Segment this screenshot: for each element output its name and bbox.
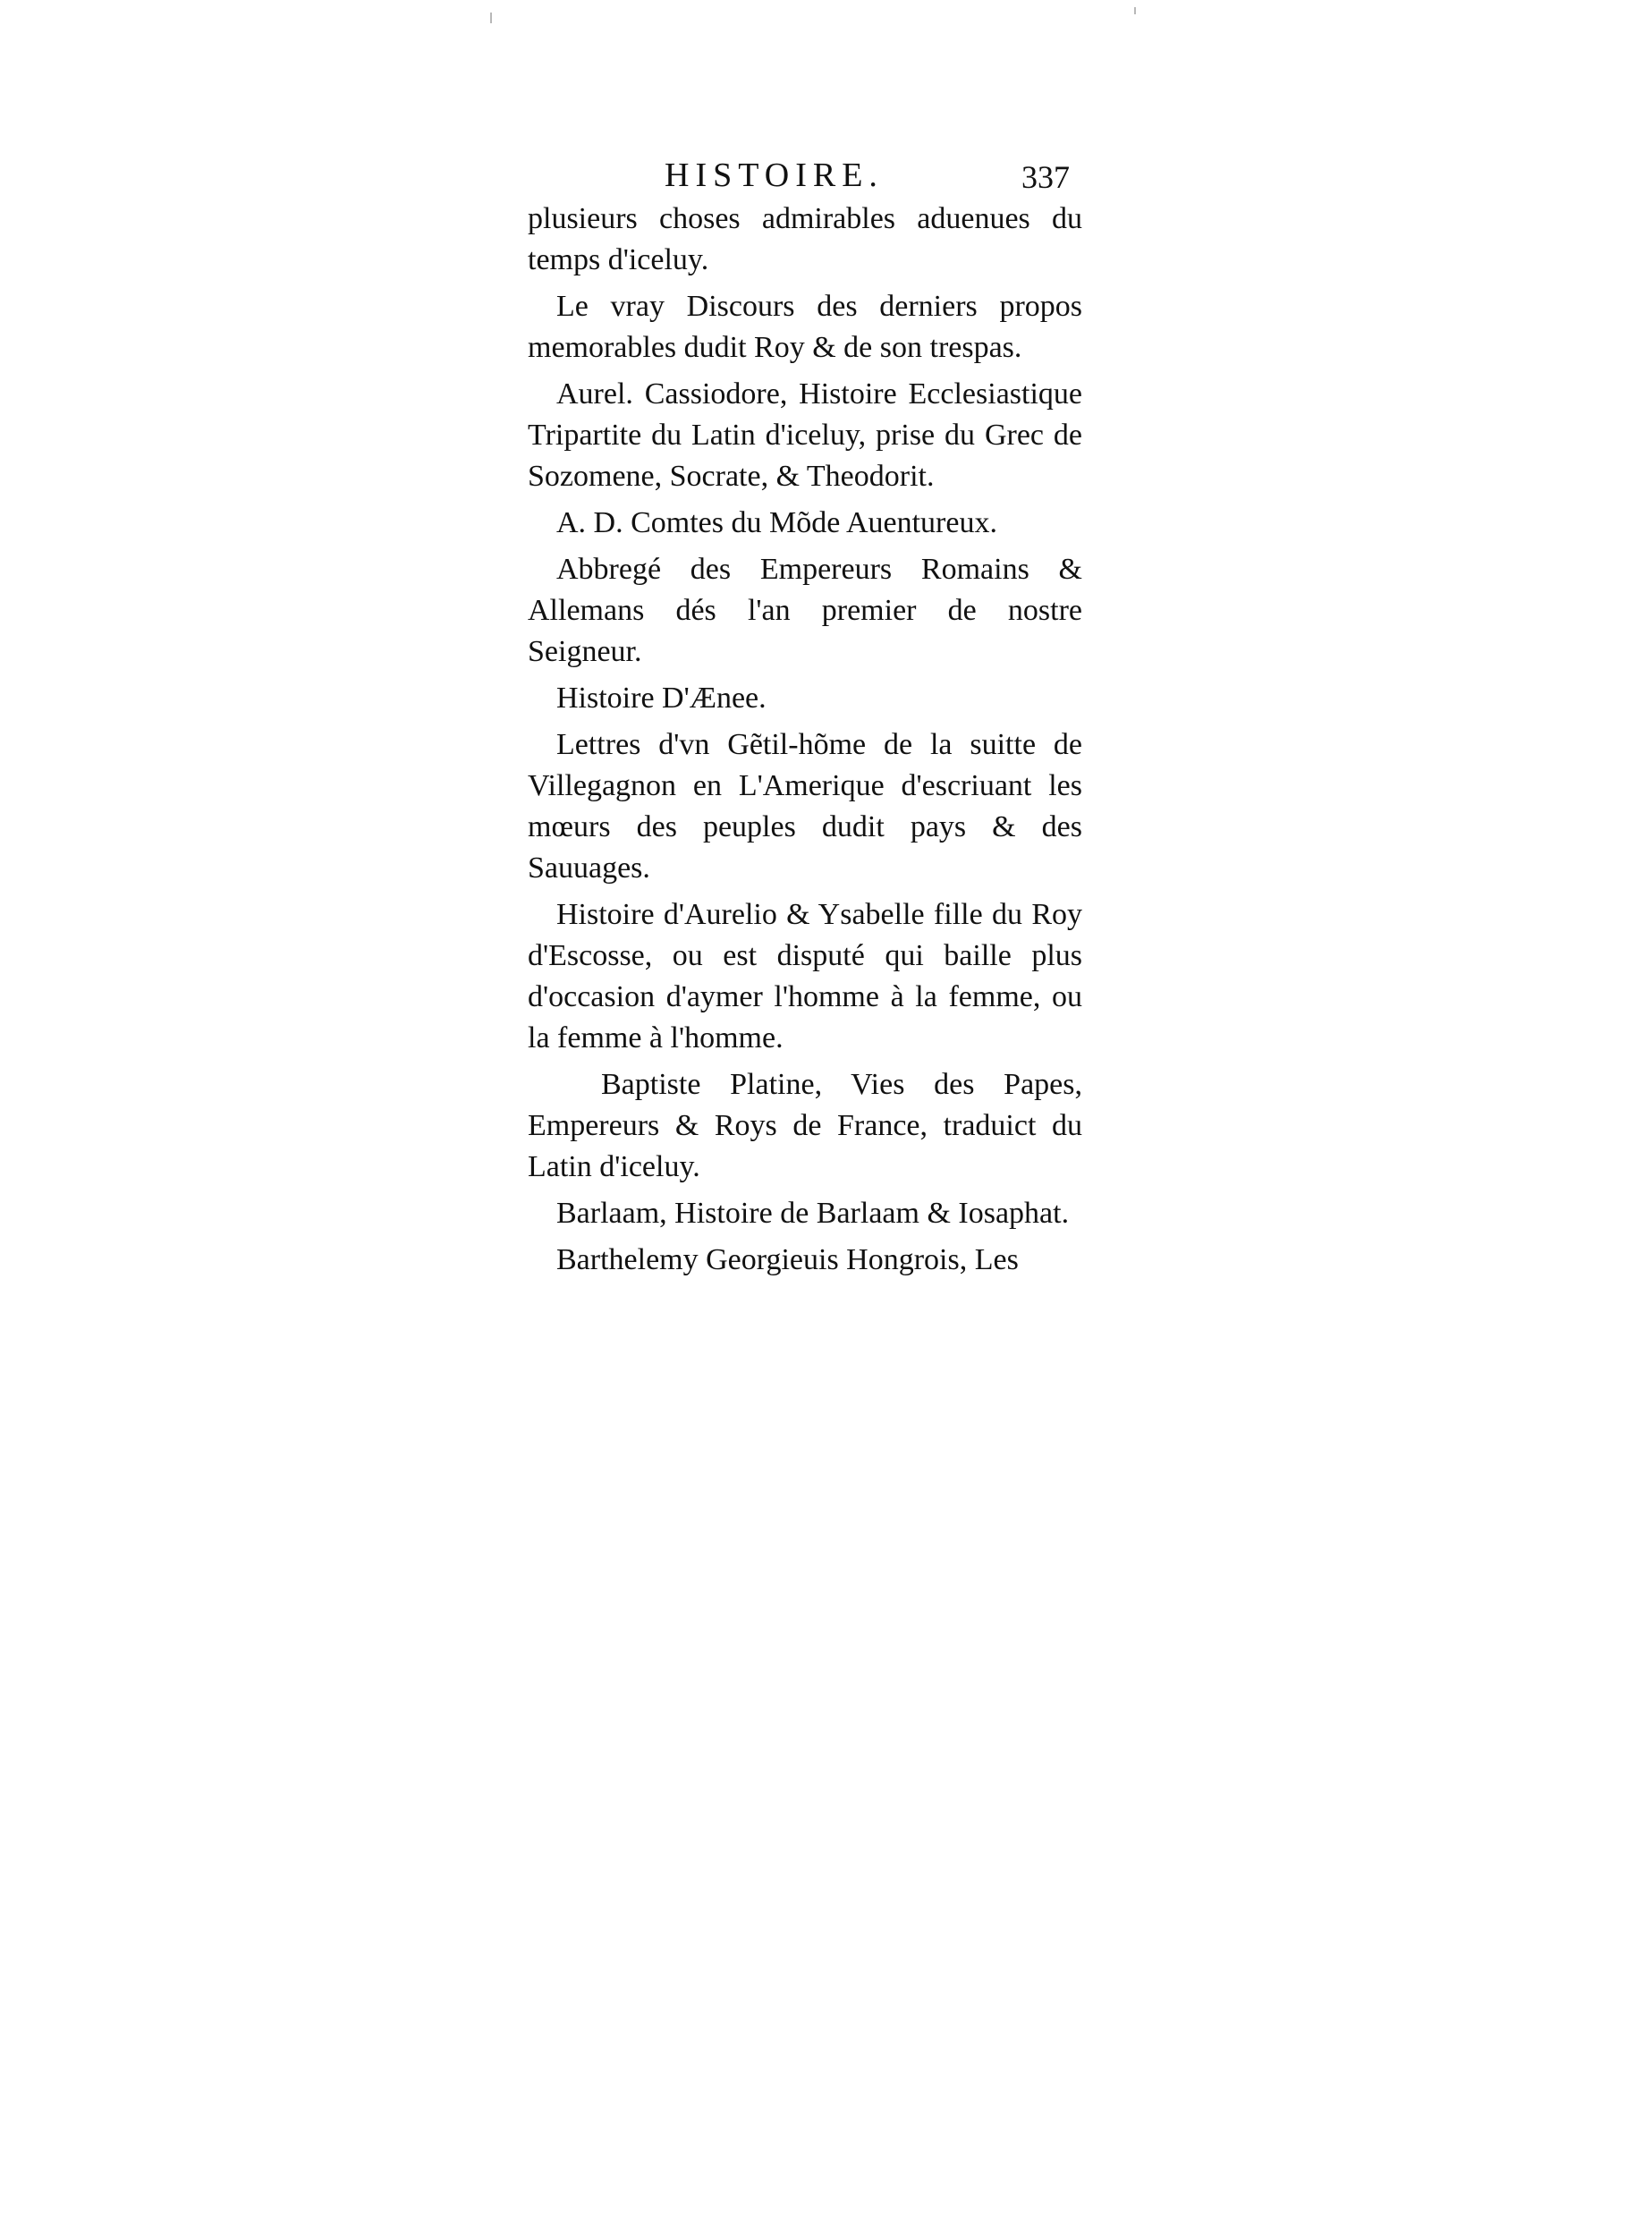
scan-mark-top	[490, 13, 492, 23]
text-column	[528, 152, 1082, 1281]
running-head-title: HISTOIRE.	[665, 157, 884, 194]
entry-continuation: plusieurs choses admirables aduenues du temps d'iceluy.	[528, 202, 1082, 276]
entry-barlaam: Barlaam, Histoire de Barlaam & Iosaphat.	[556, 1197, 1070, 1230]
entry-abbrege-empereurs: Abbregé des Empereurs Romains & Allemans dés l'an premier de nostre Seigneur.	[528, 553, 1082, 668]
entry-lettres-villegagnon: Lettres d'vn Gẽtil-hõme de la suitte de Villegagnon en L'Amerique d'escriuant les mœurs des peuples dudit pays & des Sauuages.	[528, 728, 1082, 885]
entry-cassiodore: Aurel. Cassiodore, Histoire Ecclesiastique Tripartite du Latin d'iceluy, prise du Grec de Sozomene, Socrate, & Theodorit.	[528, 377, 1082, 493]
scan-mark-right	[1134, 7, 1136, 14]
entry-comtes-monde: A. D. Comtes du Mõde Auentureux.	[556, 506, 997, 539]
page-number: 337	[1021, 159, 1070, 195]
entry-aurelio-ysabelle: Histoire d'Aurelio & Ysabelle fille du Roy d'Escosse, ou est disputé qui baille plus d'occasion d'aymer l'homme à la femme, ou la femme à l'homme.	[528, 898, 1082, 1054]
entry-georgieuis: Barthelemy Georgieuis Hongrois, Les	[556, 1243, 1019, 1276]
running-head	[528, 152, 1082, 199]
entry-vray-discours: Le vray Discours des derniers propos memorables dudit Roy & de son trespas.	[528, 290, 1082, 364]
entry-platine: Baptiste Platine, Vies des Papes, Empereurs & Roys de France, traduict du Latin d'iceluy.	[528, 1068, 1082, 1183]
entry-histoire-aenee: Histoire D'Ænee.	[556, 682, 767, 715]
